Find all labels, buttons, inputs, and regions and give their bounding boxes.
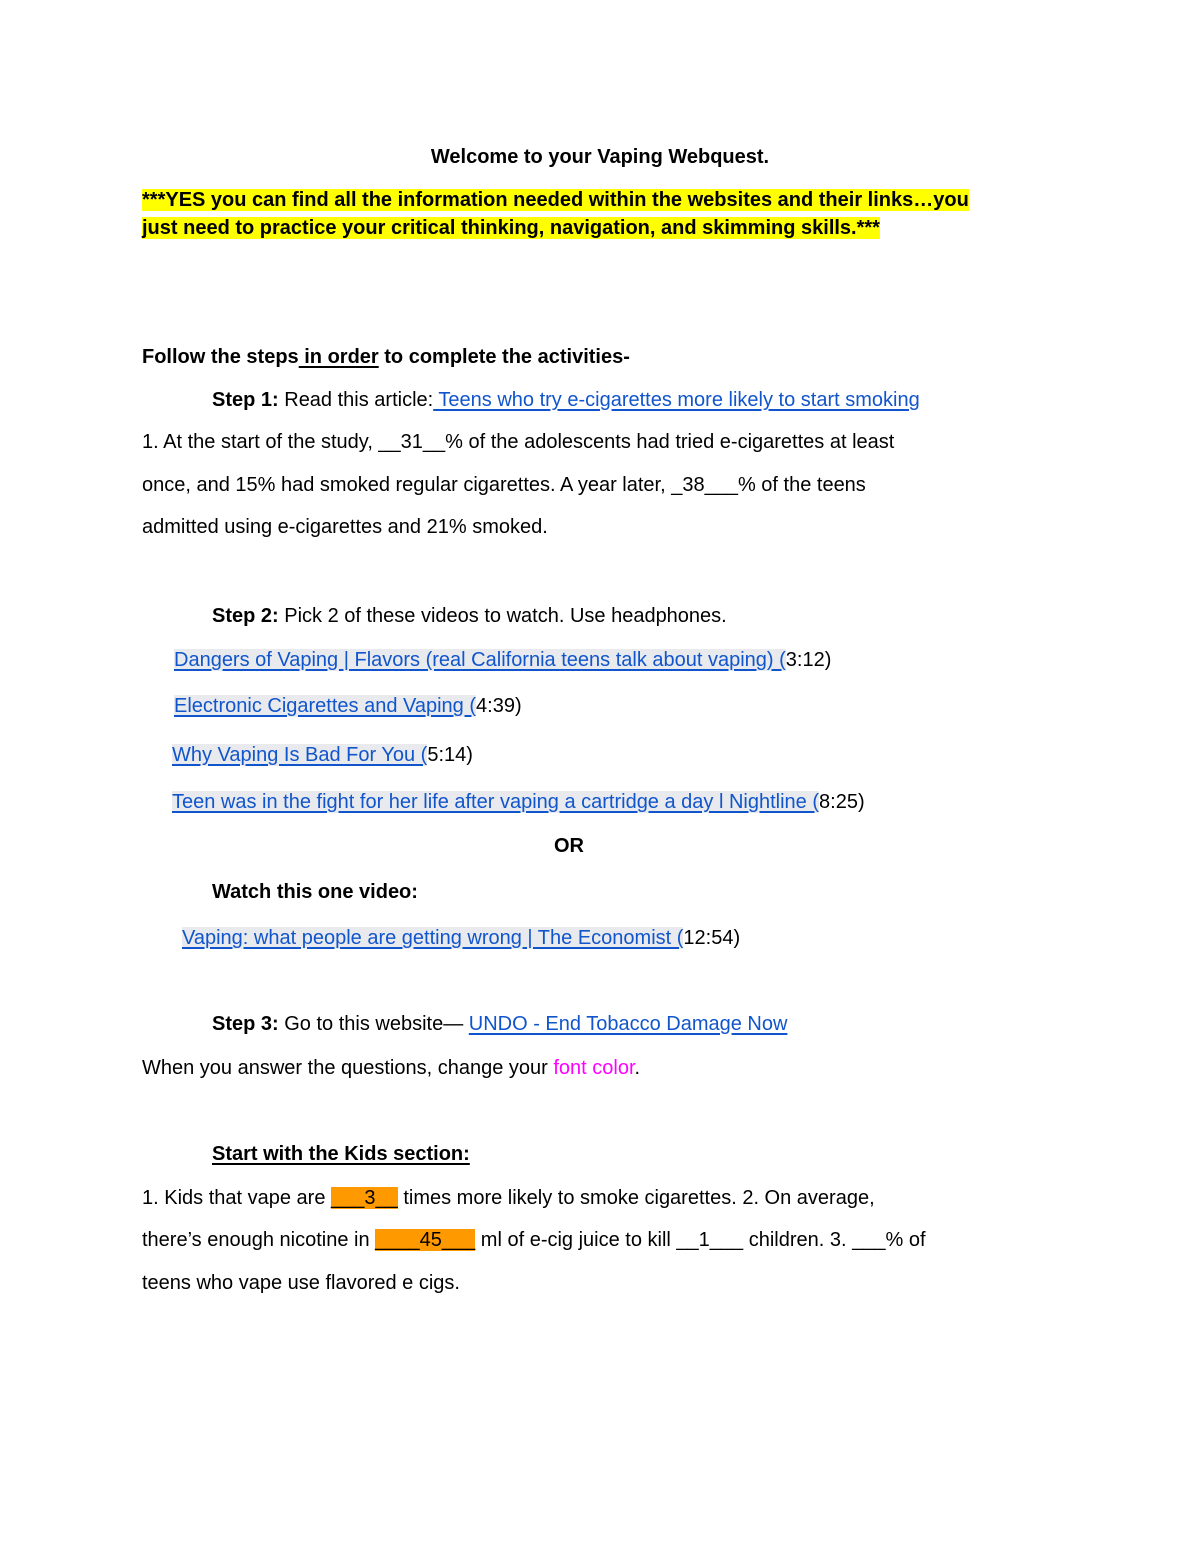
or-divider: OR (554, 835, 584, 857)
step3-website-link[interactable]: UNDO - End Tobacco Damage Now (468, 1013, 788, 1035)
notice-line-2 (142, 214, 880, 242)
step1-question-line-2: once, and 15% had smoked regular cigarettes. A year later, _38___% of the teens (142, 474, 866, 496)
single-video-duration: 12:54) (683, 927, 741, 949)
video-duration-2: 4:39) (476, 695, 522, 717)
kids-text-1b: times more likely to smoke cigarettes. 2. On average, (397, 1187, 875, 1209)
kids-text-2b: ml of e-cig juice to kill __1___ children. 3. ___% of (475, 1229, 926, 1251)
kids-line-3: teens who vape use flavored e cigs. (142, 1272, 460, 1294)
notice-text-1: ***YES you can find all the information needed within the websites and their links…you (142, 189, 969, 211)
video-item-3 (172, 741, 473, 769)
answer-suffix: . (634, 1057, 641, 1079)
step1-label: Step 1: (212, 389, 279, 411)
page-title: Welcome to your Vaping Webquest. (430, 146, 770, 168)
step3-text: Go to this website— (278, 1013, 469, 1035)
video-duration-3: 5:14) (427, 744, 473, 766)
notice-line-1 (142, 186, 969, 214)
kids-text-2a: there’s enough nicotine in (142, 1229, 376, 1251)
step1-question-line-3: admitted using e-cigarettes and 21% smoked. (142, 516, 548, 538)
answer-instruction (142, 1054, 640, 1082)
instructions-suffix: to complete the activities- (378, 346, 630, 368)
step2-line (212, 602, 727, 630)
notice-text-2: just need to practice your critical thinking, navigation, and skimming skills.*** (142, 217, 880, 239)
step1-line (212, 386, 920, 414)
instructions-emphasis: in order (298, 346, 379, 368)
single-video-item (182, 924, 740, 952)
video-item-4 (172, 788, 865, 816)
video-item-2 (174, 692, 522, 720)
step2-label: Step 2: (212, 605, 279, 627)
step2-text: Pick 2 of these videos to watch. Use headphones. (278, 605, 727, 627)
instructions (142, 343, 630, 371)
video-link-2[interactable]: Electronic Cigarettes and Vaping ( (174, 695, 477, 717)
step1-article-link[interactable]: Teens who try e-cigarettes more likely to start smoking (433, 389, 920, 411)
step3-line (212, 1010, 787, 1038)
video-link-3[interactable]: Why Vaping Is Bad For You ( (172, 744, 428, 766)
kids-line-2 (142, 1226, 926, 1254)
kids-answer-2: ____45___ (375, 1229, 476, 1251)
video-item-1 (174, 646, 831, 674)
video-duration-4: 8:25) (819, 791, 865, 813)
single-video-link[interactable]: Vaping: what people are getting wrong | The Economist ( (182, 927, 684, 949)
answer-prefix: When you answer the questions, change your (142, 1057, 554, 1079)
answer-font-color-text: font color (553, 1057, 635, 1079)
video-duration-1: 3:12) (785, 649, 832, 671)
kids-answer-1: ___3__ (331, 1187, 398, 1209)
kids-line-1 (142, 1184, 875, 1212)
kids-text-1a: 1. Kids that vape are (142, 1187, 332, 1209)
step3-label: Step 3: (212, 1013, 279, 1035)
kids-section-heading: Start with the Kids section: (212, 1143, 470, 1165)
single-video-label: Watch this one video: (212, 881, 418, 903)
step1-text: Read this article: (278, 389, 434, 411)
instructions-prefix: Follow the steps (142, 346, 299, 368)
video-link-4[interactable]: Teen was in the fight for her life after vaping a cartridge a day l Nightline ( (172, 791, 820, 813)
video-link-1[interactable]: Dangers of Vaping | Flavors (real California teens talk about vaping) ( (174, 649, 786, 671)
step1-question-line-1: 1. At the start of the study, __31__% of the adolescents had tried e-cigarettes at least (142, 431, 895, 453)
